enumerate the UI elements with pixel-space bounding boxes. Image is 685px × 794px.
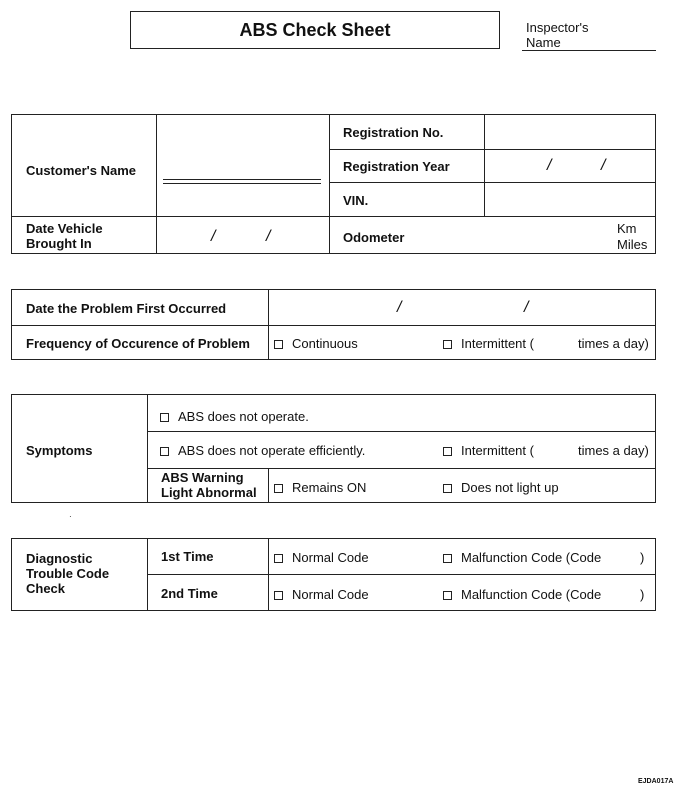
first-time-label: 1st Time — [161, 549, 214, 564]
symptom-intermittent-checkbox[interactable] — [443, 447, 452, 456]
option-does-not-light-up[interactable] — [443, 480, 559, 495]
document-code: EJDA017A — [638, 778, 674, 785]
abs-not-operate-label: ABS does not operate. — [178, 409, 309, 424]
option-second-malfunction-code[interactable] — [443, 587, 601, 602]
date-brought-in-label-line1: Date Vehicle — [26, 221, 103, 236]
second-normal-code-label: Normal Code — [292, 587, 369, 602]
intermittent-label: Intermittent ( — [461, 336, 534, 351]
first-occurred-slash-2: / — [524, 299, 529, 316]
second-time-label: 2nd Time — [161, 586, 218, 601]
dtc-check-label — [26, 551, 109, 596]
does-not-light-up-checkbox[interactable] — [443, 484, 452, 493]
second-malfunction-code-checkbox[interactable] — [443, 591, 452, 600]
option-remains-on[interactable] — [274, 480, 366, 495]
problem-occurrence-table — [11, 289, 656, 360]
continuous-checkbox[interactable] — [274, 340, 283, 349]
option-symptom-intermittent[interactable] — [443, 443, 534, 458]
first-normal-code-label: Normal Code — [292, 550, 369, 565]
option-first-normal-code[interactable] — [274, 550, 369, 565]
frequency-label: Frequency of Occurence of Problem — [26, 336, 250, 351]
inspector-name-field[interactable] — [522, 50, 656, 51]
dtc-label-line3: Check — [26, 581, 66, 596]
symptom-times-a-day-label: times a day) — [578, 443, 649, 458]
registration-year-label: Registration Year — [343, 159, 450, 174]
date-brought-slash-2: / — [266, 228, 271, 245]
dtc-label-line1: Diagnostic — [26, 551, 93, 566]
option-first-malfunction-code[interactable] — [443, 550, 601, 565]
vehicle-info-table — [11, 114, 656, 254]
first-malfunction-code-checkbox[interactable] — [443, 554, 452, 563]
odometer-unit-miles: Miles — [617, 237, 648, 252]
inspector-label-line1: Inspector's — [526, 20, 589, 35]
abs-warning-label-line1: ABS Warning — [161, 470, 244, 485]
date-brought-slash-1: / — [211, 228, 216, 245]
first-occurred-slash-1: / — [397, 299, 402, 316]
vin-label: VIN. — [343, 193, 369, 208]
symptom-intermittent-label: Intermittent ( — [461, 443, 534, 458]
abs-not-operate-checkbox[interactable] — [160, 413, 169, 422]
vin-field[interactable] — [486, 184, 654, 214]
abs-not-efficient-label: ABS does not operate efficiently. — [178, 443, 366, 458]
symptoms-table — [11, 394, 656, 503]
remains-on-label: Remains ON — [292, 480, 367, 495]
inspector-name-label — [526, 20, 588, 50]
first-normal-code-checkbox[interactable] — [274, 554, 283, 563]
option-intermittent[interactable] — [443, 336, 534, 351]
dtc-check-table — [11, 538, 656, 611]
date-brought-in-label-line2: Brought In — [26, 236, 92, 251]
customer-name-field[interactable] — [163, 123, 323, 173]
customer-name-label: Customer's Name — [26, 163, 137, 178]
dtc-label-line2: Trouble Code — [26, 566, 110, 581]
odometer-label: Odometer — [343, 230, 405, 245]
continuous-label: Continuous — [292, 336, 358, 351]
remains-on-checkbox[interactable] — [274, 484, 283, 493]
does-not-light-up-label: Does not light up — [461, 480, 559, 495]
odometer-unit-km: Km — [617, 221, 637, 236]
inspector-label-line2: Name — [526, 35, 561, 50]
intermittent-checkbox[interactable] — [443, 340, 452, 349]
abs-not-efficient-checkbox[interactable] — [160, 447, 169, 456]
registration-no-label: Registration No. — [343, 125, 444, 140]
abs-warning-light-label — [161, 470, 257, 500]
registration-year-slash-1: / — [547, 157, 552, 174]
second-code-close-paren: ) — [640, 587, 645, 602]
registration-year-slash-2: / — [601, 157, 606, 174]
times-a-day-label: times a day) — [578, 336, 649, 351]
first-code-close-paren: ) — [640, 550, 645, 565]
option-abs-not-operate[interactable] — [160, 409, 309, 424]
first-malfunction-code-label: Malfunction Code (Code — [461, 550, 602, 565]
date-brought-in-label — [26, 221, 103, 251]
option-abs-not-efficient[interactable] — [160, 443, 365, 458]
second-malfunction-code-label: Malfunction Code (Code — [461, 587, 602, 602]
registration-no-field[interactable] — [486, 117, 654, 147]
option-continuous[interactable] — [274, 336, 358, 351]
second-normal-code-checkbox[interactable] — [274, 591, 283, 600]
option-second-normal-code[interactable] — [274, 587, 369, 602]
first-occurred-label: Date the Problem First Occurred — [26, 301, 227, 316]
abs-warning-label-line2: Light Abnormal — [161, 485, 257, 500]
page-title: ABS Check Sheet — [130, 11, 500, 49]
symptoms-label: Symptoms — [26, 443, 93, 458]
stray-mark: · — [69, 512, 72, 521]
